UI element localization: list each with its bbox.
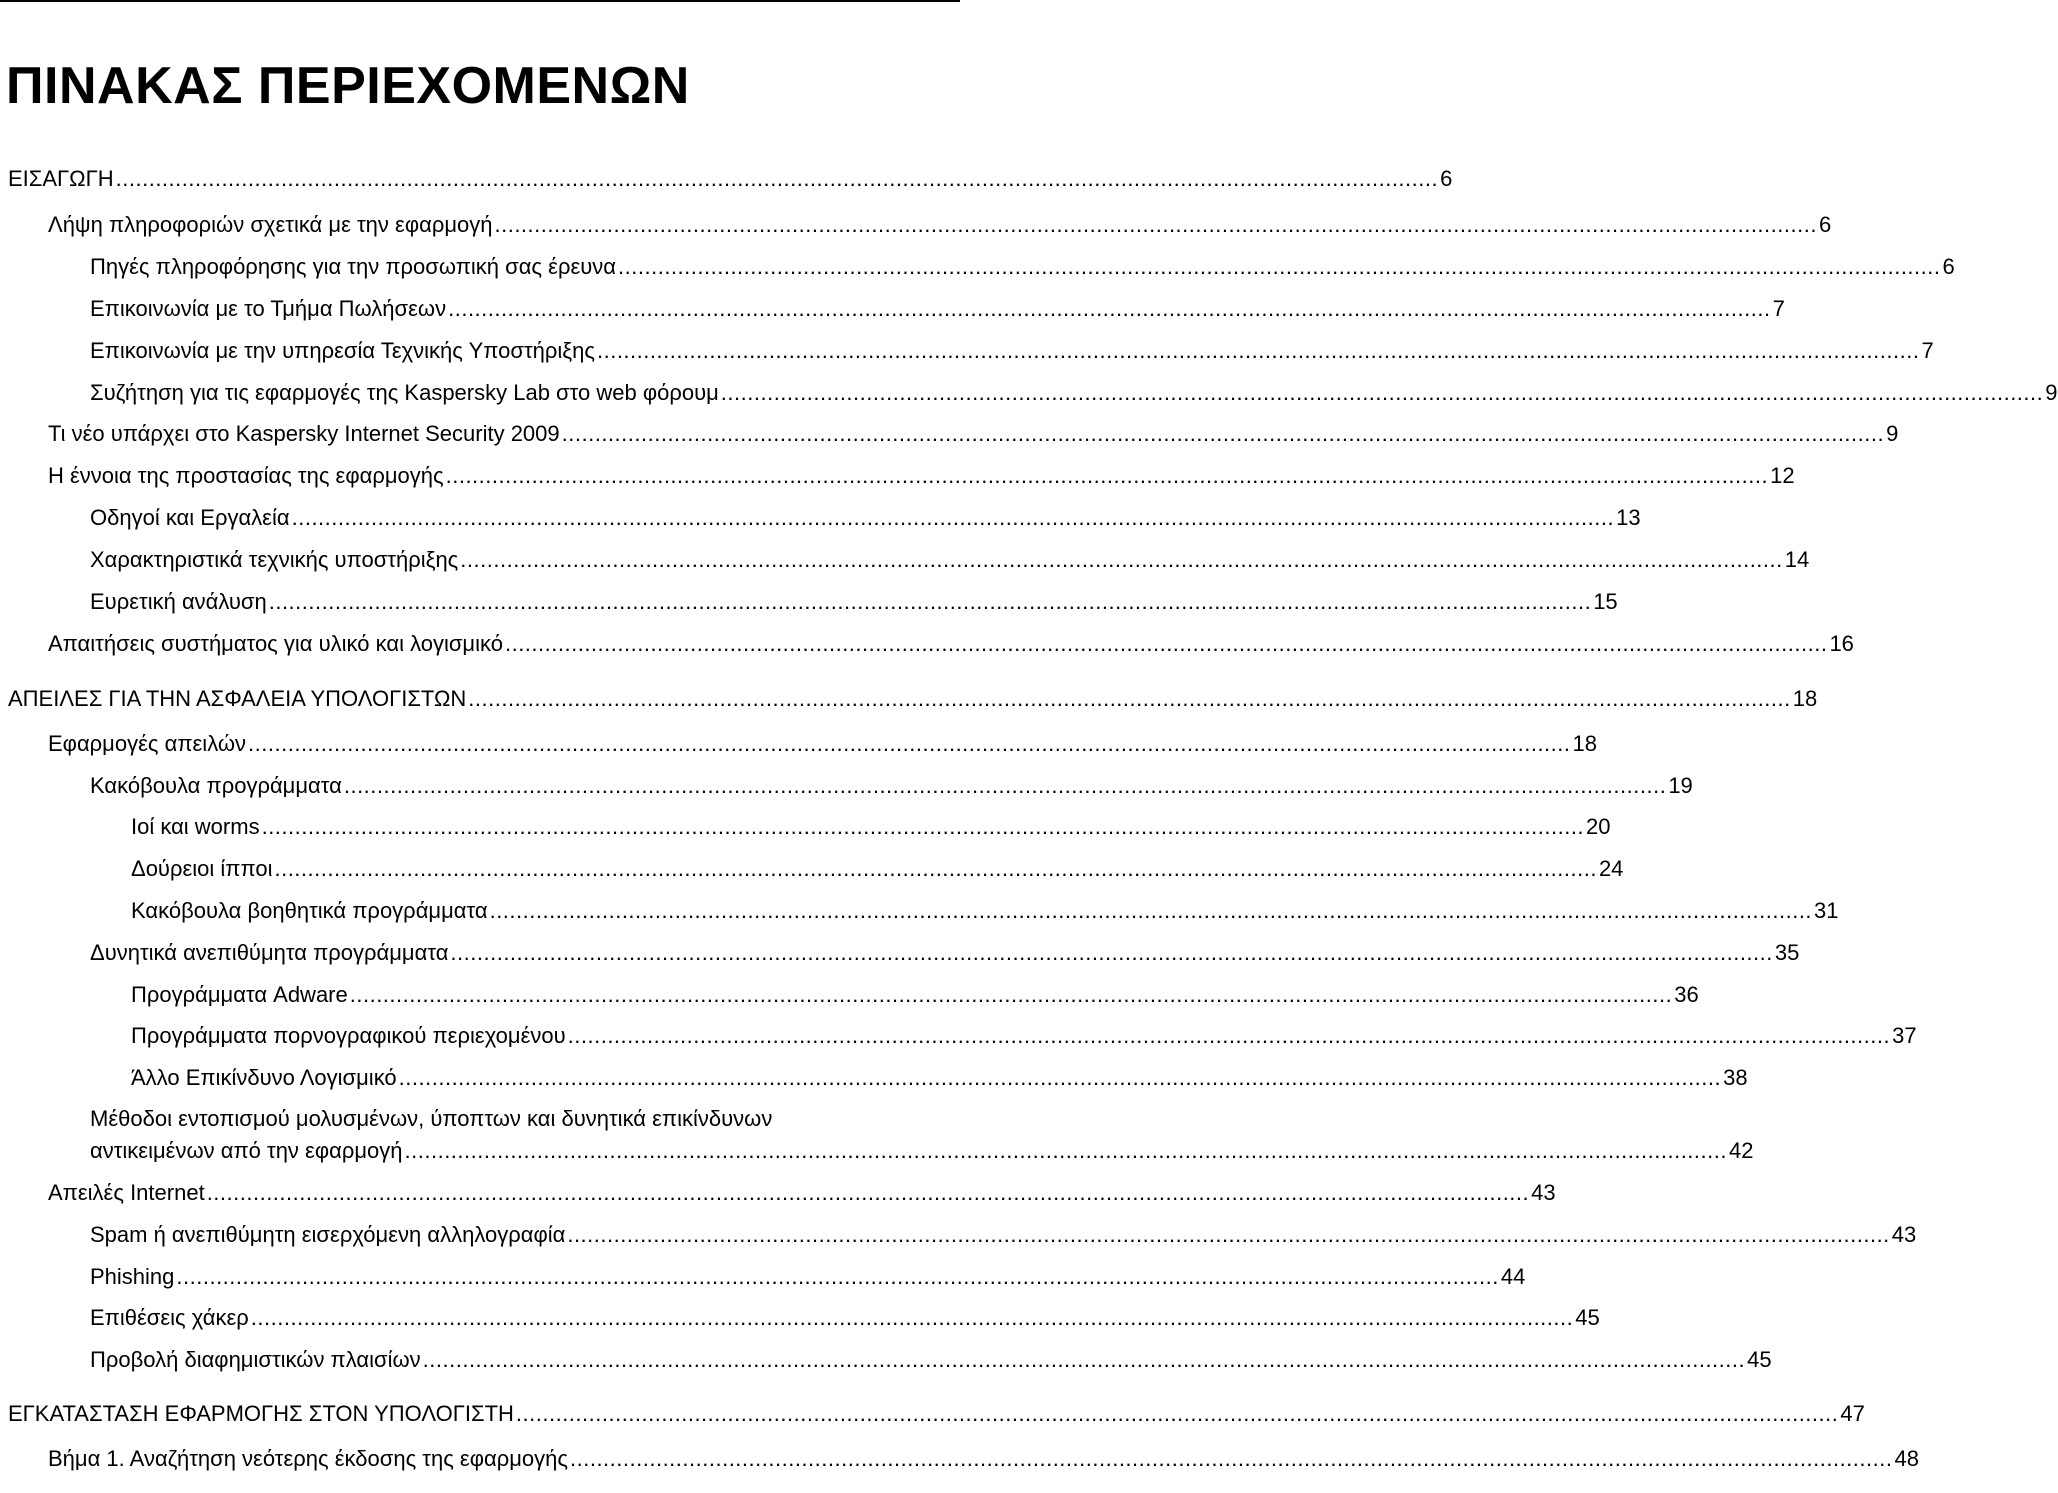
toc-entry-text: Επικοινωνία με το Τμήμα Πωλήσεων (90, 296, 447, 321)
toc-entry[interactable] (8, 682, 1818, 716)
toc-entry[interactable] (90, 543, 1810, 577)
dot-leader (448, 292, 1770, 326)
dot-leader (446, 459, 1768, 493)
dot-leader (344, 769, 1666, 803)
toc-entry-page-number: 18 (1792, 686, 1818, 711)
toc-entry-page-number: 43 (1531, 1180, 1556, 1205)
toc-entry-text: ΑΠΕΙΛΕΣ ΓΙΑ ΤΗΝ ΑΣΦΑΛΕΙΑ ΥΠΟΛΟΓΙΣΤΩΝ (8, 686, 467, 711)
dot-leader (116, 162, 1438, 196)
dot-leader (618, 250, 1940, 284)
toc-entry-text: Ιοί και worms (131, 814, 260, 839)
toc-entry[interactable] (90, 1343, 1772, 1377)
toc-entry[interactable] (90, 501, 1641, 535)
toc-entry[interactable] (48, 1176, 1556, 1210)
toc-entry[interactable] (131, 1061, 1748, 1095)
toc-entry-text: ΕΙΣΑΓΩΓΗ (8, 166, 114, 191)
toc-entry[interactable] (48, 459, 1795, 493)
toc-entry[interactable] (48, 1442, 1919, 1476)
toc-entry[interactable] (90, 1218, 1917, 1252)
toc-entry-page-number: 43 (1891, 1222, 1917, 1247)
dot-leader (269, 585, 1591, 619)
dot-leader (567, 1218, 1889, 1252)
dot-leader (399, 1061, 1721, 1095)
toc-entry-text: αντικειμένων από την εφαρμογή (90, 1138, 403, 1163)
toc-entry-page-number: 9 (1886, 421, 1899, 446)
toc-entry[interactable] (90, 936, 1800, 970)
toc-entry-text: Απειλές Internet (48, 1180, 205, 1205)
dot-leader (423, 1343, 1745, 1377)
toc-entry[interactable] (90, 376, 2058, 410)
toc-entry-text: Spam ή ανεπιθύμητη εισερχόμενη αλληλογραφία (90, 1222, 566, 1247)
dot-leader (468, 682, 1790, 716)
dot-leader (568, 1019, 1890, 1053)
toc-entry-page-number: 45 (1575, 1305, 1600, 1330)
toc-entry[interactable] (90, 1104, 1754, 1168)
dot-leader (721, 376, 2043, 410)
toc-entry-page-number: 48 (1894, 1446, 1919, 1471)
toc-entry-page-number: 16 (1829, 631, 1854, 656)
toc-entry-text: Συζήτηση για τις εφαρμογές της Kaspersky Lab στο web φόρουμ (90, 380, 719, 405)
toc-entry[interactable] (131, 852, 1624, 886)
toc-entry-page-number: 7 (1921, 338, 1934, 363)
toc-entry-text: Άλλο Επικίνδυνο Λογισμικό (131, 1065, 397, 1090)
toc-entry-page-number: 44 (1500, 1264, 1526, 1289)
toc-entry-page-number: 45 (1747, 1347, 1772, 1372)
dot-leader (251, 1301, 1573, 1335)
dot-leader (490, 894, 1812, 928)
toc-entry-text: Κακόβουλα προγράμματα (90, 773, 342, 798)
toc-entry-text: Κακόβουλα βοηθητικά προγράμματα (131, 898, 488, 923)
toc-entry-text: Επικοινωνία με την υπηρεσία Τεχνικής Υποστήριξης (90, 338, 595, 363)
toc-entry[interactable] (131, 978, 1699, 1012)
dot-leader (292, 501, 1614, 535)
toc-entry-page-number: 9 (2045, 380, 2058, 405)
toc-entry[interactable] (90, 1301, 1600, 1335)
toc-entry-text: Επιθέσεις χάκερ (90, 1305, 249, 1330)
toc-entry[interactable] (90, 250, 1955, 284)
toc-entry[interactable] (131, 810, 1611, 844)
toc-entry-text: Προγράμματα πορνογραφικού περιεχομένου (131, 1023, 566, 1048)
dot-leader (405, 1134, 1727, 1168)
toc-entry[interactable] (90, 292, 1785, 326)
toc-entry[interactable] (90, 1260, 1526, 1294)
dot-leader (570, 1442, 1892, 1476)
toc-entry-page-number: 38 (1723, 1065, 1748, 1090)
dot-leader (262, 810, 1584, 844)
toc-entry-text: Η έννοια της προστασίας της εφαρμογής (48, 463, 444, 488)
toc-entry-text: Δούρειοι ίπποι (131, 856, 273, 881)
toc-entry-text: Εφαρμογές απειλών (48, 731, 247, 756)
toc-entry-text: Δυνητικά ανεπιθύμητα προγράμματα (90, 940, 449, 965)
toc-entry-text: Phishing (90, 1264, 175, 1289)
toc-entry-text: ΕΓΚΑΤΑΣΤΑΣΗ ΕΦΑΡΜΟΓΗΣ ΣΤΟΝ ΥΠΟΛΟΓΙΣΤΗ (8, 1401, 514, 1426)
toc-entry[interactable] (90, 334, 1934, 368)
toc-entry-page-number: 7 (1772, 296, 1785, 321)
toc-entry-page-number: 19 (1668, 773, 1693, 798)
toc-entry-page-number: 47 (1840, 1401, 1865, 1426)
dot-leader (450, 936, 1772, 970)
toc-entry-page-number: 42 (1728, 1138, 1754, 1163)
toc-entry-page-number: 6 (1818, 212, 1832, 237)
dot-leader (248, 727, 1570, 761)
toc-entry[interactable] (48, 208, 1832, 242)
toc-entry-text: Χαρακτηριστικά τεχνικής υποστήριξης (90, 547, 459, 572)
toc-entry-text: Οδηγοί και Εργαλεία (90, 505, 290, 530)
toc-entry-page-number: 37 (1892, 1023, 1917, 1048)
toc-entry[interactable] (90, 769, 1693, 803)
dot-leader (516, 1397, 1838, 1431)
toc-entry-page-number: 24 (1598, 856, 1624, 881)
toc-entry-page-number: 20 (1586, 814, 1611, 839)
dot-leader (460, 543, 1782, 577)
toc-entry-text: Ευρετική ανάλυση (90, 589, 267, 614)
dot-leader (597, 334, 1919, 368)
toc-entry-page-number: 12 (1770, 463, 1795, 488)
toc-entry-page-number: 15 (1593, 589, 1618, 614)
toc-entry-text: Πηγές πληροφόρησης για την προσωπική σας έρευνα (90, 254, 617, 279)
toc-entry-page-number: 6 (1440, 166, 1453, 191)
toc-entry-text: Προβολή διαφημιστικών πλαισίων (90, 1347, 421, 1372)
dot-leader (274, 852, 1596, 886)
toc-entry-page-number: 14 (1784, 547, 1810, 572)
dot-leader (350, 978, 1672, 1012)
toc-entry[interactable] (48, 627, 1854, 661)
toc-entry-text-first-line: Μέθοδοι εντοπισμού μολυσμένων, ύποπτων και δυνητικά επικίνδυνων (90, 1106, 773, 1131)
toc-entry[interactable] (8, 1397, 1865, 1431)
dot-leader (562, 417, 1884, 451)
toc-entry-text: Απαιτήσεις συστήματος για υλικό και λογισμικό (48, 631, 503, 656)
toc-entry[interactable] (8, 162, 1453, 196)
toc-entry[interactable] (48, 417, 1899, 451)
toc-entry-page-number: 36 (1674, 982, 1699, 1007)
page-title: ΠΙΝΑΚΑΣ ΠΕΡΙΕΧΟΜΕΝΩΝ (6, 57, 690, 115)
toc-entry-page-number: 13 (1616, 505, 1641, 530)
dot-leader (176, 1260, 1498, 1294)
dot-leader (505, 627, 1827, 661)
toc-entry-text: Τι νέο υπάρχει στο Kaspersky Internet Security 2009 (48, 421, 560, 446)
toc-entry-page-number: 35 (1774, 940, 1800, 965)
toc-entry[interactable] (131, 1019, 1917, 1053)
toc-entry-page-number: 31 (1814, 898, 1839, 923)
toc-entry[interactable] (90, 585, 1618, 619)
toc-entry-text: Προγράμματα Adware (131, 982, 348, 1007)
toc-entry[interactable] (131, 894, 1839, 928)
toc-entry-text: Βήμα 1. Αναζήτηση νεότερης έκδοσης της εφαρμογής (48, 1446, 568, 1471)
toc-entry-page-number: 18 (1572, 731, 1597, 756)
toc-entry[interactable] (48, 727, 1597, 761)
toc-entry-text: Λήψη πληροφοριών σχετικά με την εφαρμογή (48, 212, 493, 237)
dot-leader (207, 1176, 1529, 1210)
toc-entry-page-number: 6 (1942, 254, 1955, 279)
dot-leader (494, 208, 1816, 242)
